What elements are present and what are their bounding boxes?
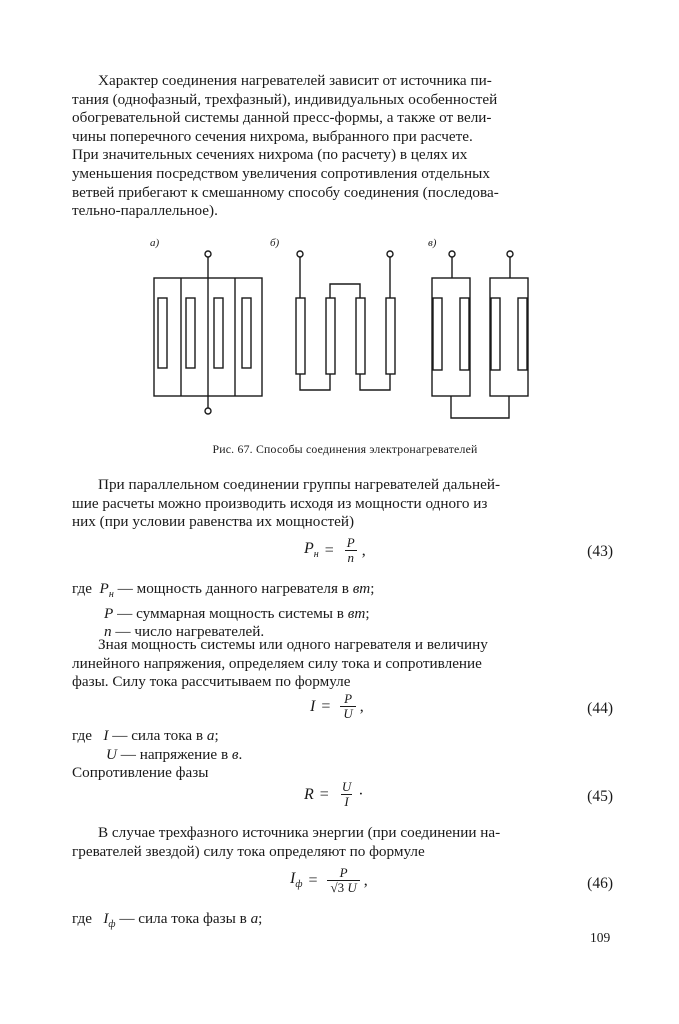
eq-tail: ,	[359, 697, 364, 715]
eq-operator: =	[319, 785, 329, 803]
text-line: При параллельном соединении группы нагревателей дальней-	[98, 476, 501, 493]
equation-46	[290, 866, 368, 895]
eq-tail: ,	[361, 541, 366, 559]
definitions-44	[72, 727, 242, 783]
resistance-label: Сопротивление фазы	[72, 764, 209, 782]
figure-caption: Рис. 67. Способы соединения электронагревателей	[212, 442, 478, 456]
equation-number-44: (44)	[587, 700, 613, 717]
text-line: чины поперечного сечения нихрома, выбранного при расчете.	[72, 127, 473, 145]
equation-44	[310, 692, 364, 721]
eq-fraction: $\frac{P}{n}$	[344, 536, 358, 565]
equation-43	[304, 536, 366, 565]
equation-number-45: (45)	[587, 788, 613, 805]
terminal-icon	[387, 251, 393, 257]
text-line: фазы. Силу тока рассчитываем по формуле	[72, 673, 351, 691]
definition-row: P — суммарная мощность системы в вт;	[104, 604, 370, 622]
eq-fraction: $\frac{P}{√3 U}$	[327, 866, 359, 895]
definition-row: где $P_н$ — мощность данного нагревателя в вт;	[72, 580, 375, 601]
definitions-43	[72, 580, 375, 642]
eq-operator: =	[308, 871, 318, 889]
terminal-icon	[205, 408, 211, 414]
paragraph-three-phase	[72, 824, 612, 861]
definition-row: где I — сила тока в а;	[72, 727, 219, 744]
eq-fraction: $\frac{U}{I}$	[341, 779, 352, 809]
definition-row: где $I_ф$ — сила тока фазы в а;	[72, 910, 263, 931]
eq-operator: =	[321, 697, 331, 715]
paragraph-connection-types	[72, 72, 612, 221]
label-b: б)	[270, 237, 280, 249]
text-line: обогревательной системы данной пресс-формы, а также от вели-	[72, 109, 492, 127]
figure-heater-connections	[140, 232, 540, 432]
eq-fraction: $\frac{P}{U}$	[340, 692, 355, 721]
eq-tail: ,	[363, 871, 368, 889]
eq-tail: ·	[358, 785, 364, 803]
text-line: шие расчеты можно производить исходя из мощности одного из	[72, 494, 488, 512]
definition-row: n — число нагревателей.	[104, 623, 265, 641]
terminal-icon	[507, 251, 513, 257]
text-line: тания (однофазный, трехфазный), индивидуальных особенностей	[72, 90, 498, 108]
diagram-b-series	[270, 237, 395, 390]
definition-row: U — напряжение в в.	[106, 745, 243, 763]
eq-lhs: I	[310, 697, 316, 715]
text-line: тельно-параллельное).	[72, 202, 218, 220]
text-line: линейного напряжения, определяем силу тока и сопротивление	[72, 654, 482, 672]
eq-lhs: $P_н$	[304, 540, 319, 561]
diagram-a-parallel	[150, 237, 262, 414]
text-line: ветвей прибегают к смешанному способу соединения (последова-	[72, 183, 499, 201]
equation-number-46: (46)	[587, 875, 613, 892]
label-c: в)	[428, 237, 437, 249]
terminal-icon	[297, 251, 303, 257]
text-line: В случае трехфазного источника энергии (при соединении на-	[98, 824, 501, 841]
text-line: Характер соединения нагревателей зависит от источника пи-	[98, 72, 492, 89]
text-line: гревателей звездой) силу тока определяют по формуле	[72, 842, 425, 860]
eq-lhs: $I_ф$	[290, 870, 303, 891]
terminal-icon	[449, 251, 455, 257]
text-line: них (при условии равенства их мощностей)	[72, 513, 355, 531]
equation-number-43: (43)	[587, 543, 613, 560]
text-line: При значительных сечениях нихрома (по расчету) в целях их	[72, 146, 468, 164]
text-line: уменьшения посредством увеличения сопротивления отдельных	[72, 164, 490, 182]
eq-operator: =	[324, 541, 334, 559]
text-line: Зная мощность системы или одного нагревателя и величину	[98, 636, 488, 653]
eq-lhs: R	[304, 785, 314, 803]
paragraph-current	[72, 636, 612, 692]
terminal-icon	[205, 251, 211, 257]
diagram-c-mixed	[428, 237, 528, 418]
paragraph-parallel	[72, 476, 612, 532]
label-a: а)	[150, 237, 160, 249]
definitions-46	[72, 910, 262, 935]
page-number: 109	[590, 930, 611, 945]
equation-45	[304, 780, 364, 809]
